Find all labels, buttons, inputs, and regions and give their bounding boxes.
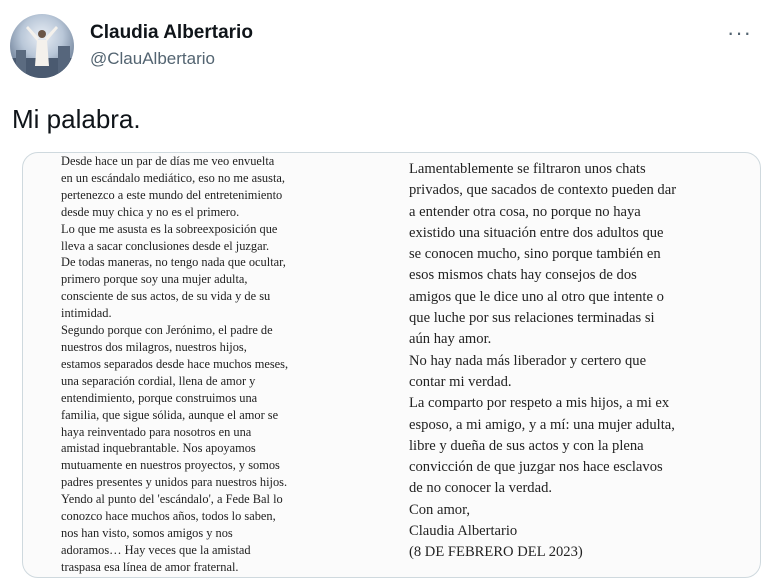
image-text-line: conozco hace muchos años, todos lo saben, xyxy=(61,509,276,524)
image-text-line: de no conocer la verdad. xyxy=(409,480,553,497)
image-text-line: No hay nada más liberador y certero que xyxy=(409,352,647,369)
image-text-line: (8 DE FEBRERO DEL 2023) xyxy=(409,544,583,561)
image-text-line: nuestros dos milagros, nuestros hijos, xyxy=(61,339,247,354)
image-text-line: entendimiento, porque construimos una xyxy=(61,390,258,405)
image-text-line: Desde hace un par de días me veo envuelta xyxy=(61,154,275,168)
image-text-line: Con amor, xyxy=(409,501,471,518)
image-text-line: lleva a sacar conclusiones desde el juzgar. xyxy=(61,238,270,253)
image-text-line: se conocen mucho, sino porque también en xyxy=(409,246,661,263)
image-text-line: contar mi verdad. xyxy=(409,373,512,390)
image-text-line: traspasa esa línea de amor fraternal. xyxy=(61,559,239,574)
author-handle[interactable]: @ClauAlbertario xyxy=(90,49,215,68)
image-text-line: amistad inquebrantable. Nos apoyamos xyxy=(61,441,256,456)
image-text-left-column xyxy=(61,153,288,576)
tweet-image[interactable] xyxy=(22,152,761,578)
avatar-person-icon xyxy=(10,14,74,78)
image-text-line: consciente de sus actos, de su vida y de su xyxy=(61,289,271,304)
image-text-line: desde muy chica y no es el primero. xyxy=(61,204,240,219)
image-text-line: Claudia Albertario xyxy=(409,523,518,540)
image-text-line: una separación cordial, llena de amor y xyxy=(61,373,256,388)
image-text-line: mutuamente en nuestros proyectos, y somos xyxy=(61,458,280,473)
image-text-line: amigos que le dice uno al otro que intente o xyxy=(409,288,664,305)
tweet-text: Mi palabra. xyxy=(12,104,141,134)
image-text-line: esos mismos chats hay consejos de dos xyxy=(409,267,637,284)
image-text-line: De todas maneras, no tengo nada que ocultar, xyxy=(61,255,286,270)
author-names xyxy=(90,22,253,70)
image-text-line: La comparto por respeto a mis hijos, a mi ex xyxy=(409,395,670,412)
image-text-line: esposo, a mi amigo, y a mí: una mujer adulta, xyxy=(409,416,675,433)
image-text-line: haya reinventado para nosotros en una xyxy=(61,424,252,439)
image-text-line: privados, que sacados de contexto pueden dar xyxy=(409,182,677,199)
image-text-line: estamos separados desde hace muchos meses, xyxy=(61,356,289,371)
image-text-line: Lo que me asusta es la sobreexposición que xyxy=(61,221,278,236)
image-text-line: a entender otra cosa, no porque no haya xyxy=(409,203,641,220)
image-text-line: nos han visto, somos amigos y nos xyxy=(61,525,233,540)
tweet-header xyxy=(10,14,760,80)
image-text-line: Yendo al punto del 'escándalo', a Fede Bal lo xyxy=(61,492,283,507)
avatar[interactable] xyxy=(10,14,74,78)
more-options-icon[interactable]: ··· xyxy=(727,20,752,45)
image-text-line: familia, que sigue sólida, aunque el amor se xyxy=(61,407,279,422)
image-text-line: aún hay amor. xyxy=(409,331,492,348)
image-text-right-column xyxy=(409,159,676,564)
image-text-line: adoramos… Hay veces que la amistad xyxy=(61,542,251,557)
image-text-line: existido una situación entre dos adultos que xyxy=(409,224,664,241)
image-text-line: en un escándalo mediático, eso no me asusta, xyxy=(61,170,285,185)
image-text-line: Lamentablemente se filtraron unos chats xyxy=(409,161,646,177)
author-display-name[interactable]: Claudia Albertario xyxy=(90,22,253,43)
image-text-line: convicción de que juzgar nos hace esclavos xyxy=(409,459,663,476)
image-text-line: Segundo porque con Jerónimo, el padre de xyxy=(61,323,273,338)
image-text-line: libre y dueña de sus actos y con la plena xyxy=(409,437,644,454)
image-text-line: padres presentes y unidos para nuestros hijos. xyxy=(61,475,288,490)
image-text-line: que luche por sus relaciones terminadas si xyxy=(409,310,655,327)
image-text-line: primero porque soy una mujer adulta, xyxy=(61,272,248,287)
image-text-line: intimidad. xyxy=(61,306,112,321)
image-text-line: pertenezco a este mundo del entretenimiento xyxy=(61,187,283,202)
